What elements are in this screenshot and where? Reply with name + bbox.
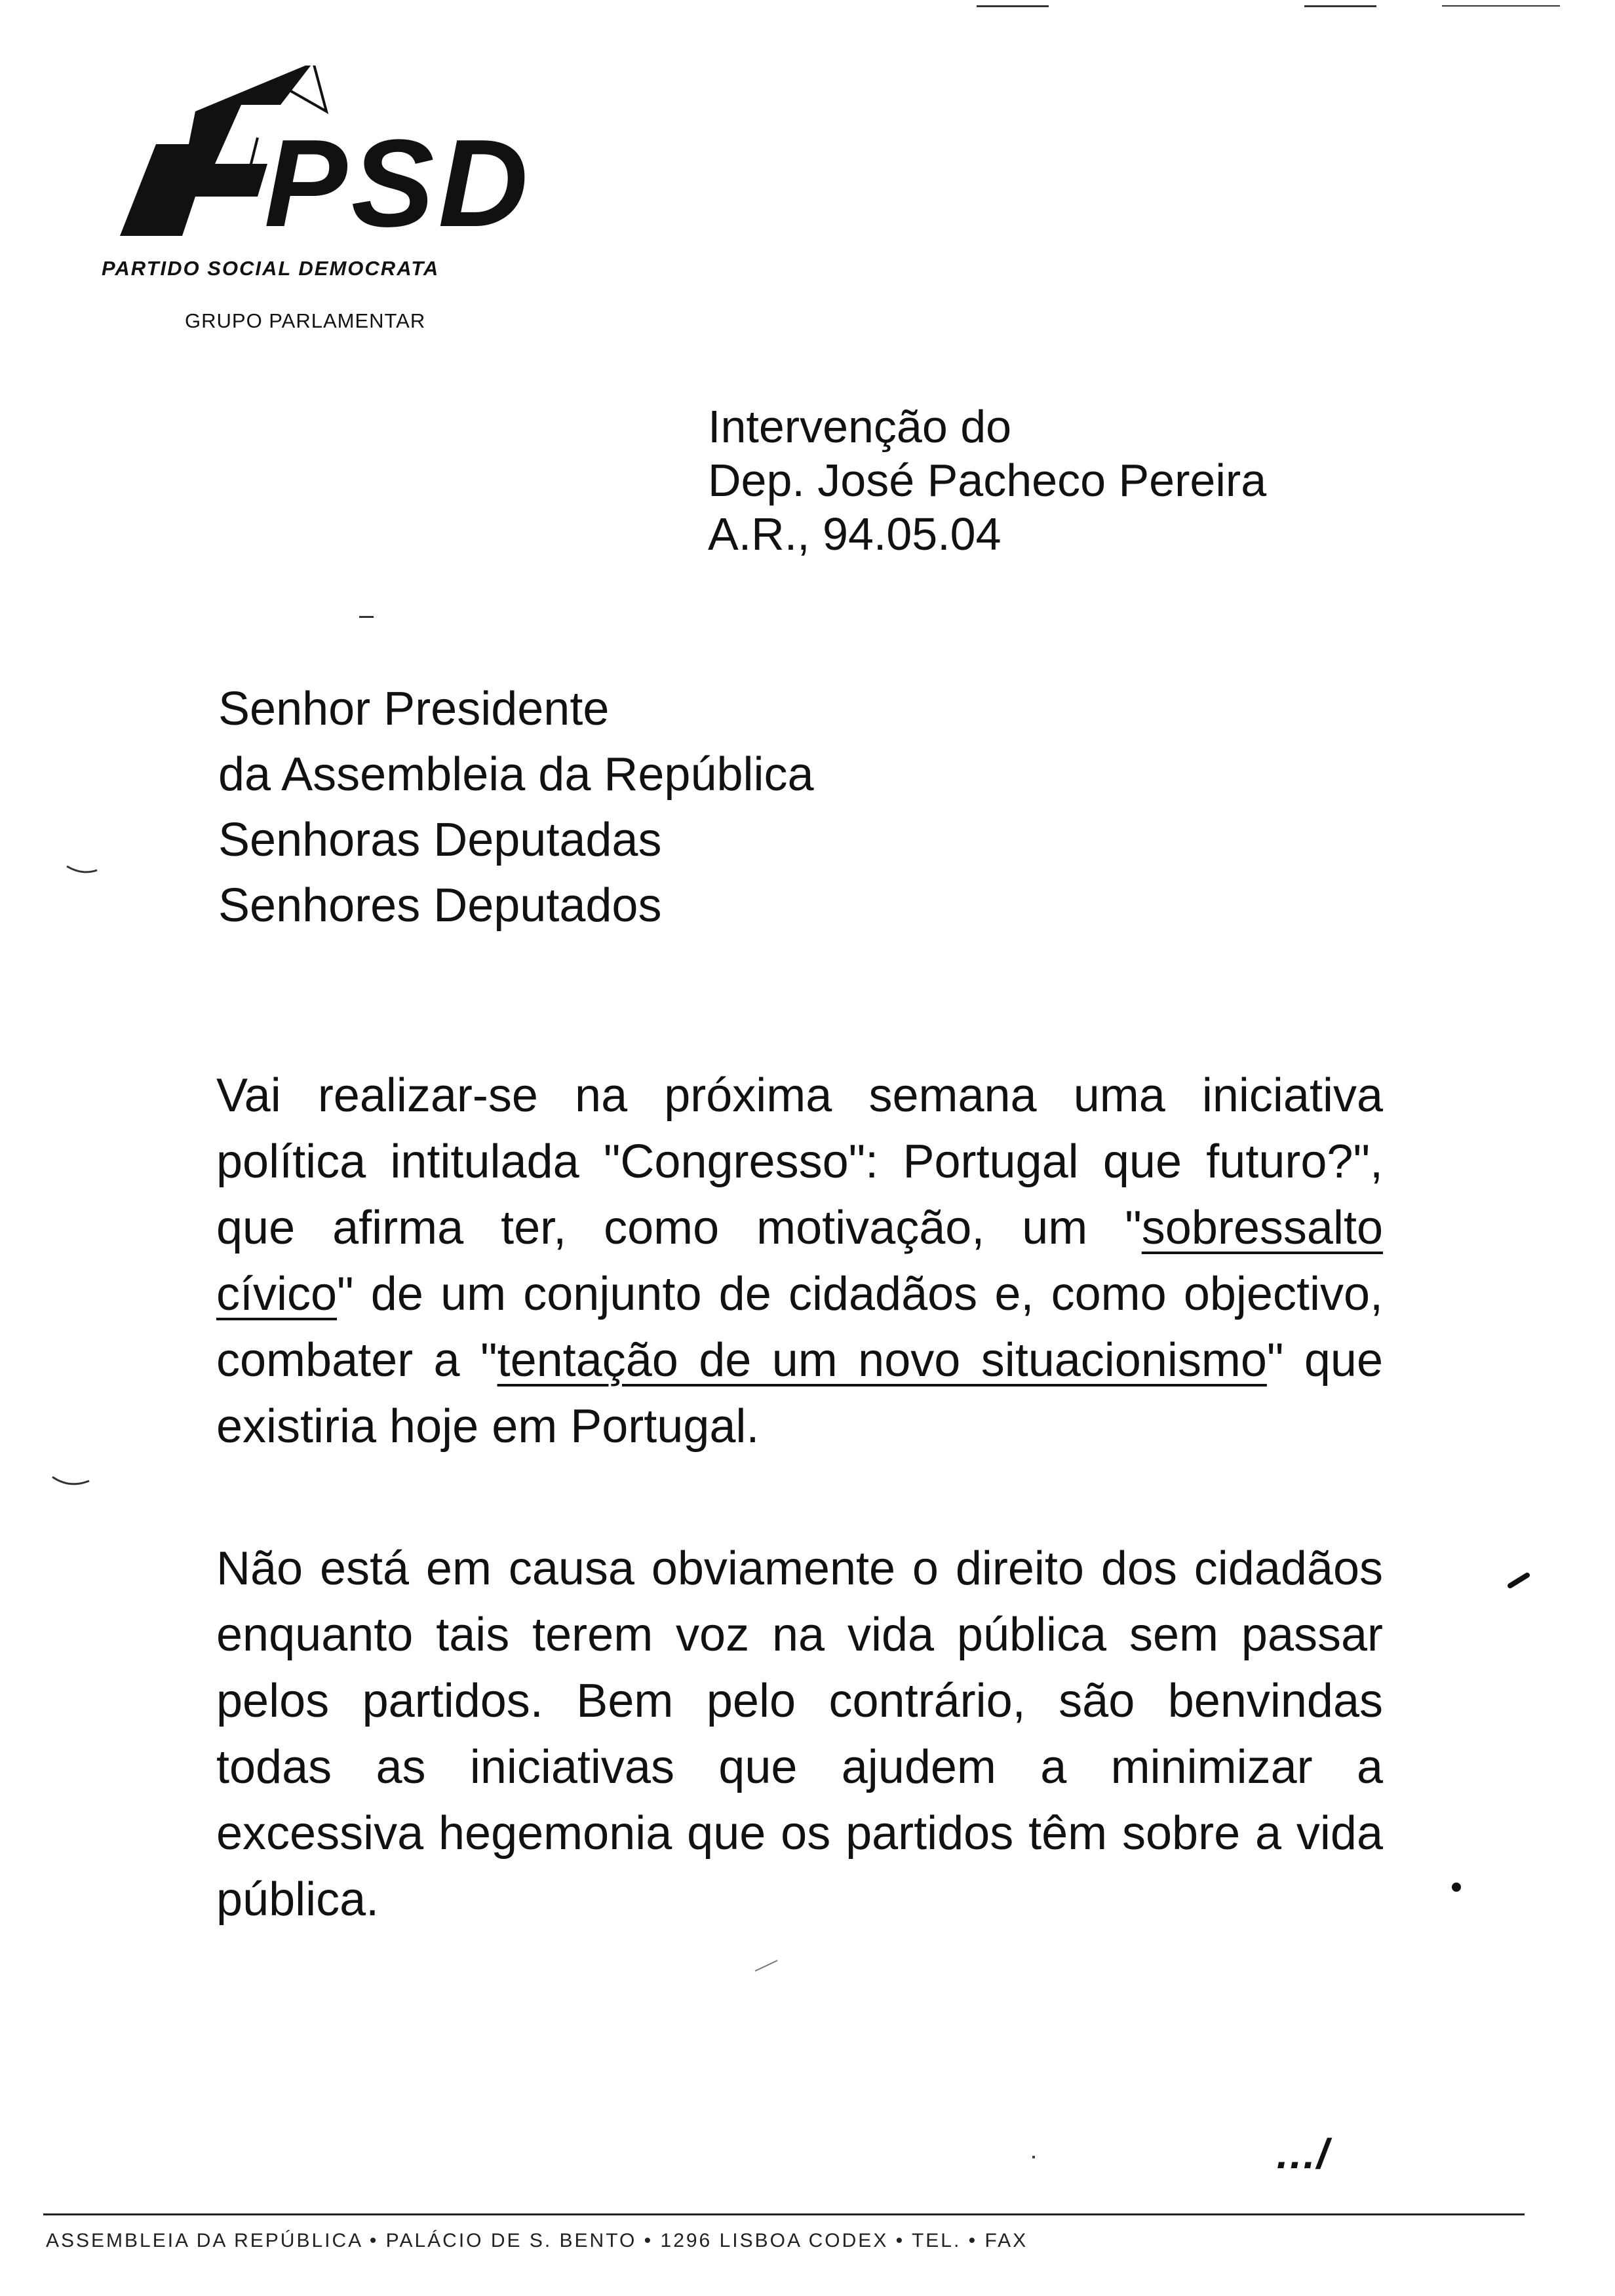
body-paragraph-1: [216, 1063, 1383, 1460]
footer-address: ASSEMBLEIA DA REPÚBLICA • PALÁCIO DE S. BENTO • 1296 LISBOA CODEX • TEL. • FAX: [46, 2230, 1028, 2249]
paragraph-1-text-a: Vai realizar-se na próxima semana uma iniciativa política intitulada "Congresso": Portugal que futuro?", que afirma ter, como motivação, um ": [216, 1069, 1383, 1254]
footer-rule: [43, 2213, 1525, 2215]
margin-hole-mark: [51, 1474, 90, 1490]
pen-stroke-mark: [754, 1959, 780, 1972]
page-continuation-mark: …/: [1275, 2130, 1329, 2177]
scan-artifact-line: [977, 5, 1049, 7]
scan-artifact-line: [1304, 5, 1376, 7]
handwritten-underline-tentacao: tentação de um novo situacionismo: [497, 1334, 1267, 1387]
salutation-line-4: Senhores Deputados: [218, 879, 662, 932]
parliamentary-group: GRUPO PARLAMENTAR: [185, 309, 426, 332]
handwritten-underline-sobressalto: sobressalto cívico: [216, 1202, 1383, 1320]
margin-dot-mark: [1508, 1573, 1531, 1588]
salutation-line-1: Senhor Presidente: [218, 683, 610, 735]
stray-dot-mark: [1032, 2156, 1035, 2158]
party-name: PARTIDO SOCIAL DEMOCRATA: [102, 257, 440, 280]
paragraph-1-text-b: " de um conjunto de cidadãos e, como objectivo, combater a ": [216, 1268, 1383, 1387]
paragraph-1-text-c: " que existiria hoje em Portugal.: [216, 1334, 1383, 1453]
margin-dot-mark: [1449, 1879, 1464, 1895]
stray-dash-mark: [359, 616, 374, 618]
salutation-line-2: da Assembleia da República: [218, 748, 814, 801]
header-line-3: A.R., 94.05.04: [708, 508, 1002, 560]
salutation: [218, 676, 814, 938]
salutation-line-3: Senhoras Deputadas: [218, 814, 662, 866]
logo-letters: PSD: [264, 114, 532, 249]
scan-artifact-line: [1442, 5, 1560, 7]
body-paragraph-2: Não está em causa obviamente o direito dos cidadãos enquanto tais terem voz na vida pública sem passar pelos partidos. Bem pelo contrário, são benvindas todas as iniciativas que ajudem a minimizar a excessiva hegemonia que os partidos têm sobre a vida pública.: [216, 1542, 1383, 1926]
speech-header: [708, 400, 1266, 561]
psd-logo: [117, 66, 589, 249]
header-line-1: Intervenção do: [708, 401, 1012, 452]
header-line-2: Dep. José Pacheco Pereira: [708, 455, 1267, 506]
margin-hole-mark: [66, 864, 98, 877]
